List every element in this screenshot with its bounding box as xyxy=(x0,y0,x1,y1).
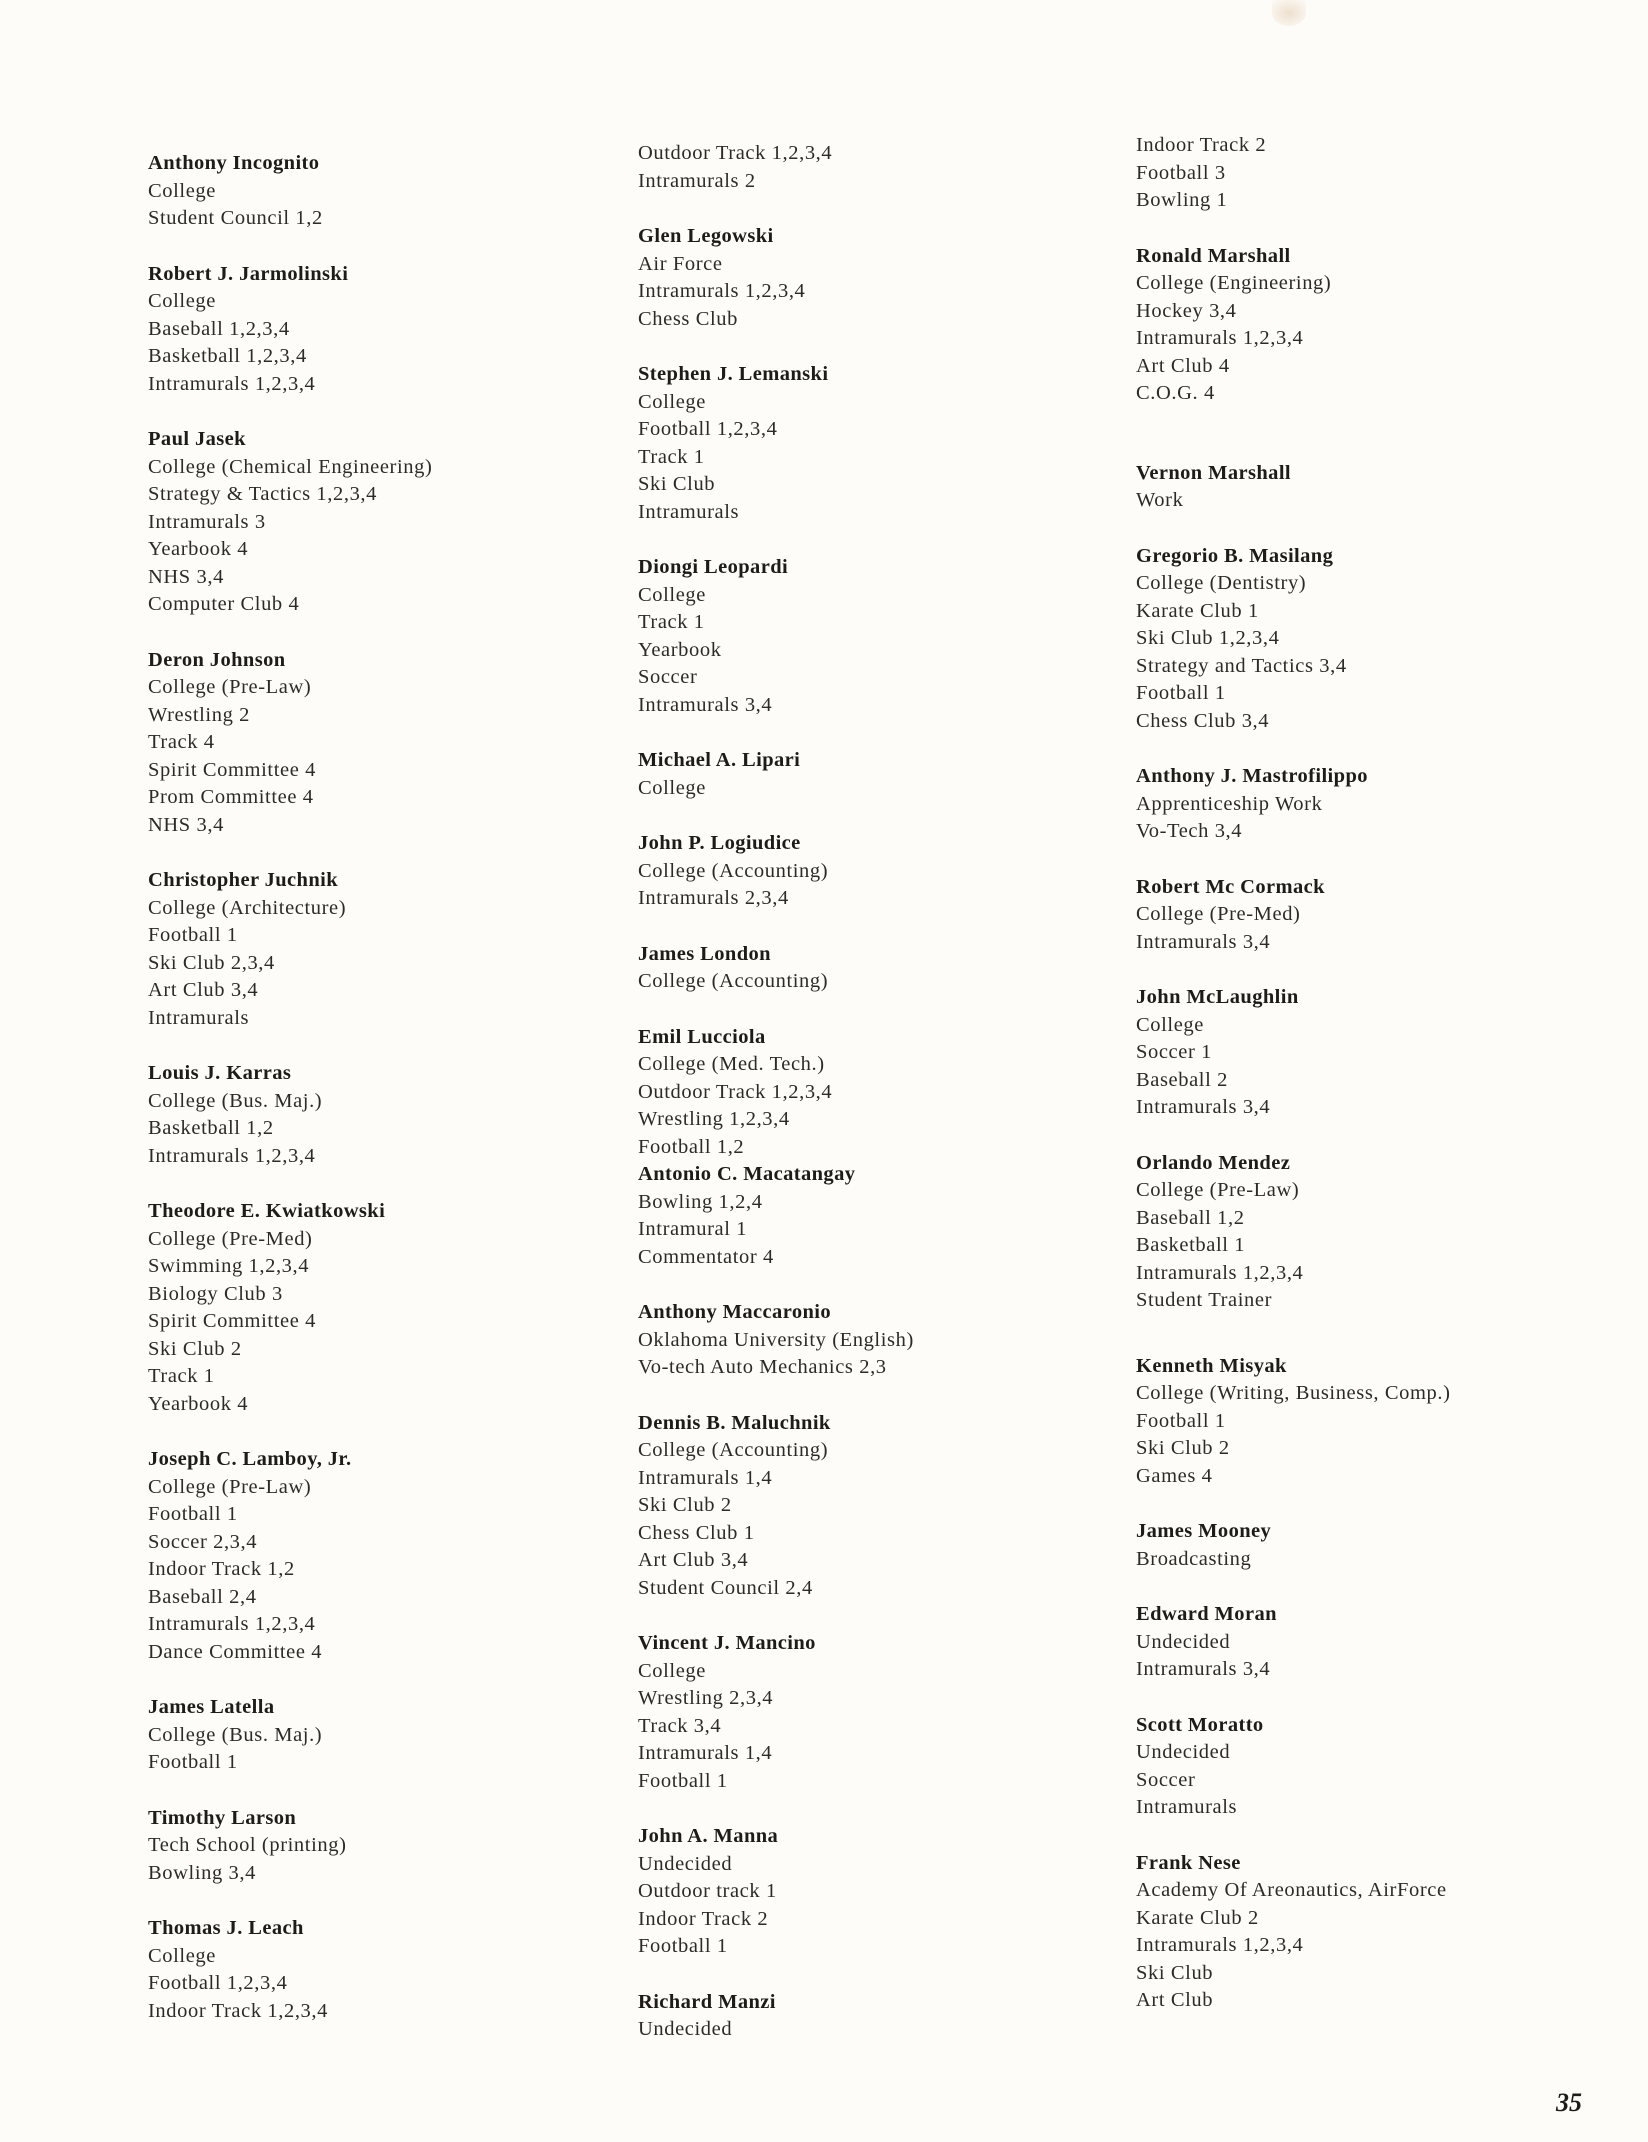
activity: Soccer 2,3,4 xyxy=(148,1530,258,1553)
activity: Ski Club 1,2,3,4 xyxy=(1136,627,1280,649)
activity: Karate Club 2 xyxy=(1136,1906,1259,1929)
page-number: 35 xyxy=(1556,2088,1582,2117)
activity: College xyxy=(148,1944,216,1967)
senior-entry xyxy=(1136,1150,1606,1315)
activity: Intramurals 3 xyxy=(148,510,266,533)
activity: Football 1,2,3,4 xyxy=(638,418,778,440)
activity: Art Club 3,4 xyxy=(148,979,259,1001)
senior-name: Scott Moratto xyxy=(1136,1713,1264,1736)
senior-entry xyxy=(148,1805,618,1888)
senior-name: Richard Manzi xyxy=(638,1990,776,2013)
senior-entry xyxy=(1136,874,1606,957)
senior-entry xyxy=(638,361,1108,526)
senior-name: Joseph C. Lamboy, Jr. xyxy=(148,1448,352,1470)
activity: Intramurals xyxy=(638,500,740,523)
activity: Undecided xyxy=(1136,1741,1231,1763)
activity: Air Force xyxy=(638,252,723,275)
activity: Vo-tech Auto Mechanics 2,3 xyxy=(638,1356,887,1378)
senior-entry xyxy=(148,426,618,619)
senior-entry xyxy=(1136,543,1606,736)
activity: Intramurals 3,4 xyxy=(1136,930,1271,953)
activity: College (Med. Tech.) xyxy=(638,1053,825,1075)
activity: College (Writing, Business, Comp.) xyxy=(1136,1382,1451,1404)
senior-entry xyxy=(1136,1601,1606,1684)
activity: Outdoor Track 1,2,3,4 xyxy=(638,1080,833,1103)
activity: Intramurals 2,3,4 xyxy=(638,887,789,909)
senior-name: Michael A. Lipari xyxy=(638,749,801,771)
senior-entry xyxy=(1136,984,1606,1122)
activity: Intramurals 1,2,3,4 xyxy=(148,1613,316,1635)
activity: Intramurals 1,2,3,4 xyxy=(638,280,806,302)
activity: Intramurals 3,4 xyxy=(1136,1658,1271,1680)
activity: College (Bus. Maj.) xyxy=(148,1089,323,1112)
activity: Basketball 1,2 xyxy=(148,1117,274,1139)
activity: Ski Club 2,3,4 xyxy=(148,951,275,974)
senior-name: Ronald Marshall xyxy=(1136,244,1291,267)
activity: Football 1,2 xyxy=(638,1135,745,1158)
activity: Art Club 3,4 xyxy=(638,1549,749,1571)
activity: Football 1 xyxy=(148,924,238,946)
activity: Football 1 xyxy=(638,1935,728,1957)
activity: Football 1,2,3,4 xyxy=(148,1972,288,1994)
senior-name: Antonio C. Macatangay xyxy=(638,1163,856,1185)
senior-name: Emil Lucciola xyxy=(638,1025,766,1048)
activity: Indoor Track 1,2,3,4 xyxy=(148,1999,328,2022)
senior-name: Louis J. Karras xyxy=(148,1062,292,1084)
senior-name: Robert Mc Cormack xyxy=(1136,875,1325,898)
activity: College (Accounting) xyxy=(638,859,829,882)
activity: NHS 3,4 xyxy=(148,565,224,588)
senior-entry xyxy=(638,830,1108,913)
senior-entry xyxy=(638,1161,1108,1271)
activity: Commentator 4 xyxy=(638,1245,774,1268)
senior-name: Paul Jasek xyxy=(148,428,246,450)
column-1 xyxy=(148,150,618,2053)
senior-name: John P. Logiudice xyxy=(638,832,801,854)
activity: Ski Club 2 xyxy=(1136,1437,1230,1459)
activity: Track 3,4 xyxy=(638,1714,722,1737)
senior-name: Kenneth Misyak xyxy=(1136,1354,1287,1377)
activity: Outdoor Track 1,2,3,4 xyxy=(638,142,833,164)
activity: Bowling 1 xyxy=(1136,189,1228,211)
continued-entry xyxy=(1136,132,1606,215)
activity: Wrestling 1,2,3,4 xyxy=(638,1108,790,1130)
senior-name: Frank Nese xyxy=(1136,1851,1241,1874)
activity: Indoor Track 2 xyxy=(638,1907,769,1930)
activity: Soccer 1 xyxy=(1136,1041,1212,1063)
activity: Yearbook 4 xyxy=(148,538,249,560)
senior-entry xyxy=(1136,1353,1606,1491)
activity: Indoor Track 1,2 xyxy=(148,1558,295,1580)
activity: College (Pre-Med) xyxy=(1136,903,1301,925)
senior-entry xyxy=(148,1198,618,1418)
senior-name: Christopher Juchnik xyxy=(148,869,339,891)
senior-name: Thomas J. Leach xyxy=(148,1917,304,1939)
senior-name: John McLaughlin xyxy=(1136,986,1299,1008)
senior-entry xyxy=(1136,460,1606,515)
senior-entry xyxy=(638,1410,1108,1603)
activity: Ski Club xyxy=(638,473,716,495)
senior-entry xyxy=(638,941,1108,996)
activity: Intramurals 1,4 xyxy=(638,1466,773,1489)
activity: Soccer xyxy=(638,666,698,688)
activity: Wrestling 2,3,4 xyxy=(638,1687,774,1709)
activity: Hockey 3,4 xyxy=(1136,299,1237,322)
senior-entry xyxy=(1136,1518,1606,1573)
senior-name: Vincent J. Mancino xyxy=(638,1632,816,1654)
activity: College xyxy=(638,583,706,606)
senior-name: Glen Legowski xyxy=(638,225,774,247)
activity: Intramurals 1,2,3,4 xyxy=(1136,327,1304,349)
activity: Track 4 xyxy=(148,731,215,753)
senior-entry xyxy=(148,1694,618,1777)
senior-name: Stephen J. Lemanski xyxy=(638,363,829,385)
activity: Track 1 xyxy=(638,445,705,468)
activity: Tech School (printing) xyxy=(148,1834,347,1856)
activity: Baseball 1,2 xyxy=(1136,1206,1245,1229)
activity: College (Architecture) xyxy=(148,896,347,919)
activity: Football 3 xyxy=(1136,161,1226,184)
activity: College xyxy=(638,776,706,799)
activity: Yearbook 4 xyxy=(148,1392,249,1415)
senior-entry xyxy=(638,223,1108,333)
activity: Intramurals 1,2,3,4 xyxy=(148,372,316,395)
activity: College xyxy=(148,290,216,312)
activity: College xyxy=(638,390,706,413)
senior-entry xyxy=(638,1024,1108,1162)
activity: Art Club xyxy=(1136,1989,1214,2011)
senior-entry xyxy=(1136,1850,1606,2015)
activity: Soccer xyxy=(1136,1768,1196,1791)
activity: Intramurals xyxy=(148,1006,250,1029)
senior-entry xyxy=(148,647,618,840)
activity: Outdoor track 1 xyxy=(638,1880,777,1902)
senior-entry xyxy=(1136,243,1606,408)
activity: College (Chemical Engineering) xyxy=(148,455,433,478)
activity: Track 1 xyxy=(148,1365,215,1387)
activity: Chess Club 1 xyxy=(638,1521,755,1544)
senior-name: John A. Manna xyxy=(638,1825,779,1847)
senior-name: Anthony J. Mastrofilippo xyxy=(1136,765,1368,787)
activity: Football 1 xyxy=(1136,682,1226,704)
activity: College (Pre-Law) xyxy=(148,1475,312,1498)
activity: Art Club 4 xyxy=(1136,354,1230,377)
senior-entry xyxy=(638,1299,1108,1382)
activity: Vo-Tech 3,4 xyxy=(1136,820,1243,842)
activity: Football 1 xyxy=(1136,1409,1226,1432)
activity: Dance Committee 4 xyxy=(148,1640,323,1663)
activity: Biology Club 3 xyxy=(148,1282,283,1305)
senior-name: James Mooney xyxy=(1136,1520,1272,1542)
senior-name: Diongi Leopardi xyxy=(638,556,789,578)
activity: Student Council 2,4 xyxy=(638,1576,813,1599)
activity: College (Engineering) xyxy=(1136,272,1332,294)
activity: Work xyxy=(1136,489,1184,511)
senior-entry xyxy=(638,1630,1108,1795)
column-2 xyxy=(638,140,1108,2072)
senior-name: James Latella xyxy=(148,1696,275,1718)
activity: Intramurals 3,4 xyxy=(638,693,773,716)
activity: College (Accounting) xyxy=(638,970,829,992)
activity: Ski Club 2 xyxy=(638,1494,732,1516)
activity: College xyxy=(1136,1013,1204,1036)
activity: Ski Club 2 xyxy=(148,1337,242,1360)
senior-name: Gregorio B. Masilang xyxy=(1136,544,1334,567)
activity: Spirit Committee 4 xyxy=(148,1310,316,1332)
activity: Undecided xyxy=(638,1852,733,1875)
activity: College (Pre-Med) xyxy=(148,1227,313,1250)
activity: Wrestling 2 xyxy=(148,703,250,726)
activity: Undecided xyxy=(1136,1630,1231,1653)
activity: Indoor Track 2 xyxy=(1136,134,1267,156)
activity: Computer Club 4 xyxy=(148,593,300,615)
activity: College (Pre-Law) xyxy=(1136,1179,1300,1201)
activity: Swimming 1,2,3,4 xyxy=(148,1255,310,1277)
senior-entry xyxy=(148,261,618,399)
senior-entry xyxy=(638,554,1108,719)
activity: Intramural 1 xyxy=(638,1218,748,1240)
senior-name: Deron Johnson xyxy=(148,648,286,671)
senior-name: Orlando Mendez xyxy=(1136,1151,1291,1174)
senior-name: Dennis B. Maluchnik xyxy=(638,1411,831,1434)
activity: College (Bus. Maj.) xyxy=(148,1723,323,1746)
senior-name: Robert J. Jarmolinski xyxy=(148,262,349,285)
activity: Track 1 xyxy=(638,611,705,633)
senior-name: Theodore E. Kwiatkowski xyxy=(148,1200,386,1222)
activity: Intramurals 3,4 xyxy=(1136,1096,1271,1118)
activity: Oklahoma University (English) xyxy=(638,1328,914,1351)
activity: Student Trainer xyxy=(1136,1289,1272,1311)
continued-entry xyxy=(638,140,1108,195)
activity: Basketball 1 xyxy=(1136,1234,1246,1256)
activity: Strategy and Tactics 3,4 xyxy=(1136,654,1347,677)
activity: Football 1 xyxy=(638,1769,728,1792)
senior-entry xyxy=(148,1060,618,1170)
activity: Prom Committee 4 xyxy=(148,786,314,808)
activity: Strategy & Tactics 1,2,3,4 xyxy=(148,483,377,505)
activity: Academy Of Areonautics, AirForce xyxy=(1136,1879,1447,1901)
activity: Chess Club xyxy=(638,307,738,330)
activity: Spirit Committee 4 xyxy=(148,758,316,781)
senior-entry xyxy=(148,1446,618,1666)
activity: College (Accounting) xyxy=(638,1439,829,1461)
activity: Intramurals xyxy=(1136,1796,1238,1818)
paper-stain xyxy=(1272,0,1306,26)
activity: College (Pre-Law) xyxy=(148,676,312,698)
senior-name: Vernon Marshall xyxy=(1136,461,1292,484)
senior-entry xyxy=(1136,1712,1606,1822)
activity: Bowling 3,4 xyxy=(148,1861,256,1884)
activity: Karate Club 1 xyxy=(1136,599,1259,622)
activity: Intramurals 1,2,3,4 xyxy=(148,1144,316,1167)
activity: Student Council 1,2 xyxy=(148,207,323,229)
activity: College xyxy=(148,179,216,202)
senior-entry xyxy=(148,867,618,1032)
senior-name: Edward Moran xyxy=(1136,1603,1277,1625)
senior-name: James London xyxy=(638,942,771,965)
activity: Intramurals 1,2,3,4 xyxy=(1136,1934,1304,1956)
activity: Football 1 xyxy=(148,1751,238,1773)
activity: Games 4 xyxy=(1136,1464,1213,1487)
activity: Baseball 2 xyxy=(1136,1068,1228,1091)
senior-entry xyxy=(1136,763,1606,846)
activity: College (Dentistry) xyxy=(1136,572,1307,594)
senior-entry xyxy=(638,1823,1108,1961)
activity: Chess Club 3,4 xyxy=(1136,709,1270,732)
activity: College xyxy=(638,1659,706,1682)
activity: Basketball 1,2,3,4 xyxy=(148,345,307,367)
senior-entry xyxy=(148,150,618,233)
senior-name: Timothy Larson xyxy=(148,1806,297,1829)
activity: Bowling 1,2,4 xyxy=(638,1190,763,1213)
activity: Undecided xyxy=(638,2018,733,2040)
activity: Ski Club xyxy=(1136,1961,1214,1984)
activity: Baseball 2,4 xyxy=(148,1585,257,1608)
senior-entry xyxy=(148,1915,618,2025)
activity: C.O.G. 4 xyxy=(1136,382,1215,404)
activity: Apprenticeship Work xyxy=(1136,792,1323,815)
activity: Intramurals 1,2,3,4 xyxy=(1136,1261,1304,1284)
column-3 xyxy=(1136,132,1606,2043)
activity: NHS 3,4 xyxy=(148,813,224,836)
activity: Broadcasting xyxy=(1136,1547,1252,1570)
activity: Football 1 xyxy=(148,1503,238,1525)
senior-entry xyxy=(638,747,1108,802)
activity: Intramurals 2 xyxy=(638,169,756,192)
activity: Yearbook xyxy=(638,638,722,661)
senior-name: Anthony Maccaronio xyxy=(638,1301,832,1323)
senior-name: Anthony Incognito xyxy=(148,152,320,174)
activity: Baseball 1,2,3,4 xyxy=(148,317,290,340)
senior-entry xyxy=(638,1989,1108,2044)
activity: Intramurals 1,4 xyxy=(638,1742,773,1764)
